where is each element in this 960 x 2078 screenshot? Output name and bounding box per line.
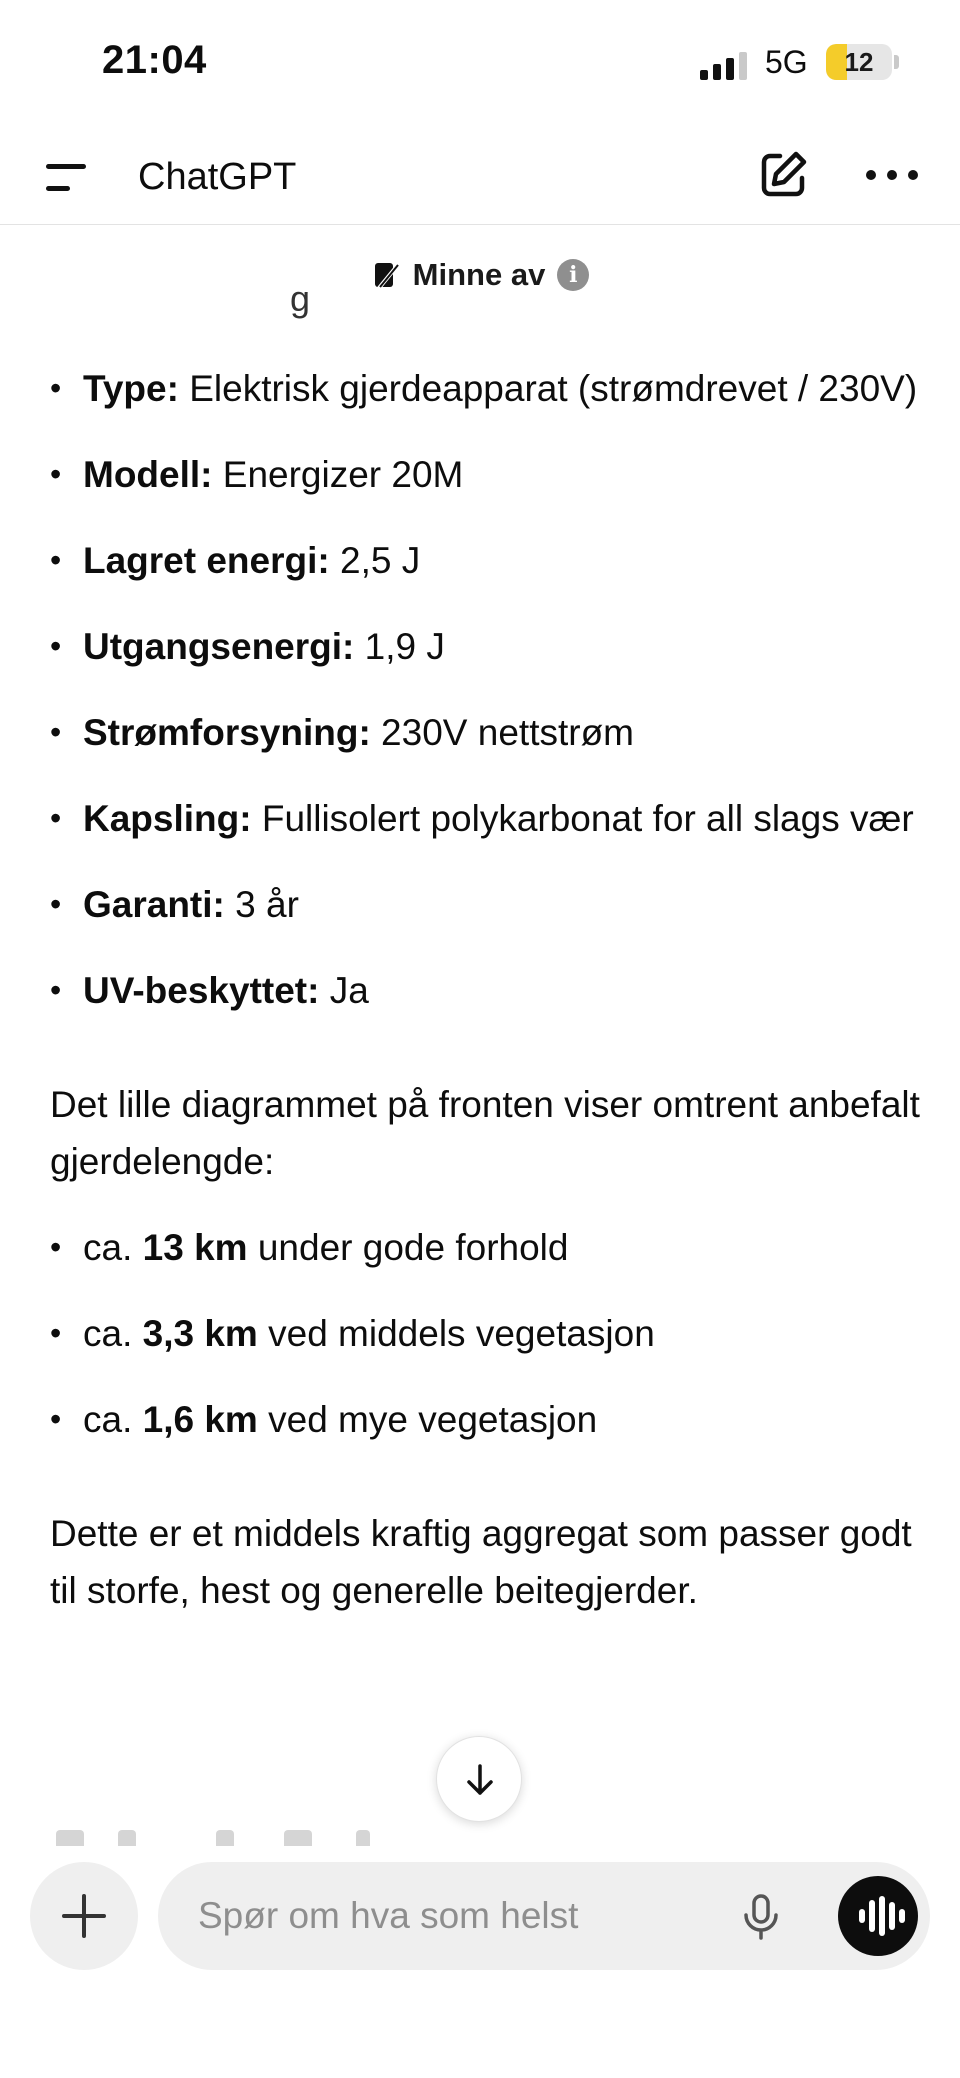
spec-key: Strømforsyning: <box>83 712 371 753</box>
more-options-button[interactable] <box>862 164 922 188</box>
spec-value: 2,5 J <box>329 540 421 581</box>
list-item <box>50 1391 930 1448</box>
length-prefix: ca. <box>83 1399 143 1440</box>
spec-key: Modell: <box>83 454 213 495</box>
list-item <box>50 618 930 675</box>
list-item <box>50 962 930 1019</box>
fence-length-list <box>50 1219 930 1448</box>
voice-wave-bar <box>889 1902 895 1930</box>
more-icon <box>866 170 876 180</box>
scroll-to-bottom-button[interactable] <box>436 1736 522 1822</box>
status-time: 21:04 <box>102 38 207 82</box>
length-amount: 3,3 km <box>142 1313 258 1354</box>
list-item <box>50 446 930 503</box>
spec-key: UV-beskyttet: <box>83 970 320 1011</box>
dictation-button[interactable] <box>736 1892 786 1942</box>
spec-value: Elektrisk gjerdeapparat (strømdrevet / 230V) <box>178 368 918 409</box>
list-item <box>50 360 930 417</box>
intro-paragraph: Det lille diagrammet på fronten viser omtrent anbefalt gjerdelengde: <box>50 1084 920 1182</box>
composer <box>0 1848 960 2078</box>
voice-wave-bar <box>869 1900 875 1932</box>
list-item <box>50 876 930 933</box>
length-condition: ved mye vegetasjon <box>257 1399 598 1440</box>
more-icon-dot <box>908 170 918 180</box>
memory-off-icon <box>371 260 401 290</box>
memory-label: Minne av <box>412 257 546 292</box>
new-chat-button[interactable] <box>756 146 812 202</box>
list-item <box>50 532 930 589</box>
plus-icon <box>30 1862 138 1970</box>
status-bar <box>0 0 960 130</box>
menu-button[interactable] <box>40 156 90 200</box>
voice-mode-icon <box>859 1909 865 1923</box>
length-amount: 13 km <box>142 1227 248 1268</box>
summary-paragraph: Dette er et middels kraftig aggregat som passer godt til storfe, hest og generelle beitegjerder. <box>50 1513 912 1611</box>
spec-value: Ja <box>319 970 369 1011</box>
battery-tip <box>894 55 899 69</box>
cellular-signal-icon <box>700 50 752 80</box>
message-input-placeholder: Spør om hva som helst <box>198 1895 579 1936</box>
menu-icon-bar <box>46 186 70 191</box>
new-chat-icon <box>756 146 812 202</box>
length-prefix: ca. <box>83 1313 143 1354</box>
battery-level: 12 <box>844 47 874 77</box>
arrow-down-icon <box>460 1760 500 1800</box>
spec-value: 3 år <box>224 884 299 925</box>
voice-wave-bar <box>899 1909 905 1923</box>
list-item <box>50 790 930 847</box>
attach-button[interactable] <box>30 1862 138 1970</box>
microphone-icon <box>736 1892 786 1942</box>
spec-key: Lagret energi: <box>83 540 330 581</box>
assistant-message <box>50 360 930 1619</box>
length-condition: ved middels vegetasjon <box>257 1313 655 1354</box>
length-amount: 1,6 km <box>142 1399 258 1440</box>
list-item <box>50 704 930 761</box>
battery-icon <box>826 44 892 80</box>
spec-value: 230V nettstrøm <box>370 712 634 753</box>
message-input[interactable] <box>158 1862 930 1970</box>
app-header <box>0 130 960 225</box>
page-title: ChatGPT <box>138 156 297 198</box>
spec-list <box>50 360 930 1019</box>
list-item <box>50 1219 930 1276</box>
spec-key: Garanti: <box>83 884 225 925</box>
more-icon-dot <box>887 170 897 180</box>
voice-mode-button[interactable] <box>838 1876 918 1956</box>
spec-value: Energizer 20M <box>212 454 464 495</box>
clipped-text-fragment: g <box>290 290 311 319</box>
spec-key: Utgangsenergi: <box>83 626 355 667</box>
list-item <box>50 1305 930 1362</box>
menu-icon <box>46 164 86 169</box>
spec-value: Fullisolert polykarbonat for all slags vær <box>251 798 914 839</box>
spec-value: 1,9 J <box>354 626 445 667</box>
info-icon[interactable]: i <box>557 259 589 291</box>
voice-wave-bar <box>879 1896 885 1936</box>
memory-status <box>0 250 960 300</box>
length-prefix: ca. <box>83 1227 143 1268</box>
length-condition: under gode forhold <box>247 1227 569 1268</box>
message-actions-faded <box>56 1826 416 1846</box>
network-type: 5G <box>765 44 808 80</box>
spec-key: Type: <box>83 368 179 409</box>
spec-key: Kapsling: <box>83 798 252 839</box>
